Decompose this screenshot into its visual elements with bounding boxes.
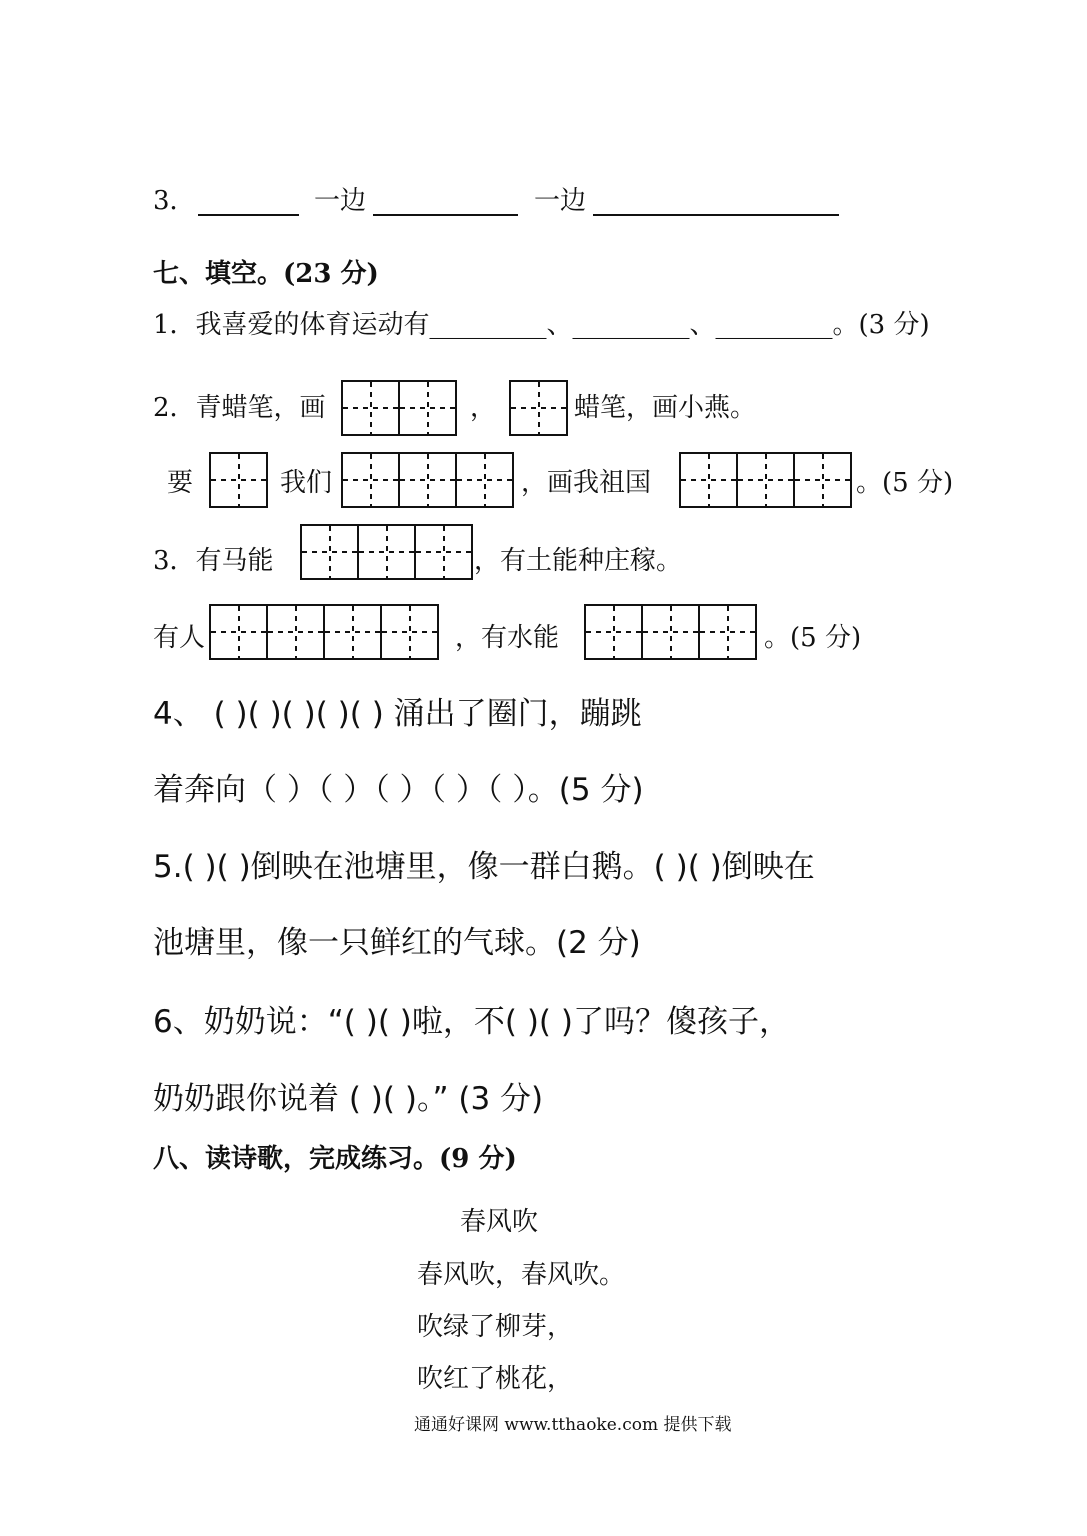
tianzige-grid (209, 604, 439, 660)
tianzige-cell (681, 452, 738, 508)
tianzige-cell (325, 604, 382, 660)
tianzige-cell (700, 604, 757, 660)
tianzige-cell (382, 604, 439, 660)
tianzige-cell (795, 452, 852, 508)
q4-line1: 4、 ( )( )( )( )( ) 涌出了圈门，蹦跳 (153, 696, 642, 732)
poem-line: 吹绿了柳芽， (417, 1312, 574, 1342)
tianzige-grid (209, 452, 268, 508)
poem-line: 吹红了桃花， (417, 1364, 574, 1394)
q3-line1-b: ，有土能种庄稼。 (474, 546, 683, 576)
q2-line1-c: 蜡笔，画小燕。 (574, 393, 757, 423)
q3-line2-c: 。(5 分) (764, 623, 862, 653)
tianzige-cell (211, 604, 268, 660)
tianzige-cell (511, 380, 568, 436)
q2-line2-a: 要 (167, 468, 194, 498)
poem-title: 春风吹 (460, 1207, 539, 1237)
tianzige-cell (400, 452, 457, 508)
tianzige-cell (211, 452, 268, 508)
tianzige-cell (586, 604, 643, 660)
q3-line2-a: 有人 (153, 623, 206, 653)
q6-line1: 6、奶奶说：“( )( )啦，不( )( )了吗？傻孩子， (153, 1004, 790, 1040)
section8-heading: 八、读诗歌，完成练习。(9 分) (153, 1144, 517, 1174)
q3-line1-a: 3．有马能 (153, 546, 274, 576)
yibian-label-2: 一边 (534, 186, 587, 216)
blank-line (198, 214, 299, 216)
tianzige-cell (343, 380, 400, 436)
tianzige-cell (416, 524, 473, 580)
q5-line2: 池塘里，像一只鲜红的气球。(2 分) (153, 925, 641, 961)
tianzige-grid (584, 604, 757, 660)
tianzige-grid (679, 452, 852, 508)
q4-line2: 着奔向（ ）（ ）（ ）（ ）（ ）。(5 分) (153, 772, 644, 808)
q2-line1-a: 2．青蜡笔，画 (153, 393, 326, 423)
tianzige-grid (300, 524, 473, 580)
tianzige-cell (400, 380, 457, 436)
tianzige-cell (643, 604, 700, 660)
q2-line1-b: ， (470, 393, 497, 423)
q2-line2-b: 我们 (280, 468, 333, 498)
tianzige-grid (341, 380, 457, 436)
tianzige-cell (302, 524, 359, 580)
tianzige-grid (509, 380, 568, 436)
poem-line: 春风吹，春风吹。 (417, 1260, 626, 1290)
tianzige-cell (343, 452, 400, 508)
tianzige-cell (457, 452, 514, 508)
q3-number: 3． (153, 186, 196, 216)
blank-line (373, 214, 518, 216)
q2-line2-c: ，画我祖国 (521, 468, 652, 498)
q5-line1: 5.( )( )倒映在池塘里，像一群白鹅。( )( )倒映在 (153, 849, 815, 885)
blank-line (593, 214, 839, 216)
tianzige-grid (341, 452, 514, 508)
section7-heading: 七、填空。(23 分) (153, 259, 379, 289)
q6-line2: 奶奶跟你说着 ( )( )。” (3 分) (153, 1081, 544, 1117)
q1-text: 1．我喜爱的体育运动有_________、_________、_________。(3 分) (153, 310, 930, 340)
tianzige-cell (359, 524, 416, 580)
q2-line2-d: 。(5 分) (856, 468, 954, 498)
q3-line2-b: ，有水能 (455, 623, 560, 653)
yibian-label-1: 一边 (314, 186, 367, 216)
tianzige-cell (738, 452, 795, 508)
tianzige-cell (268, 604, 325, 660)
footer-text: 通通好课网 www.tthaoke.com 提供下载 (414, 1415, 732, 1435)
